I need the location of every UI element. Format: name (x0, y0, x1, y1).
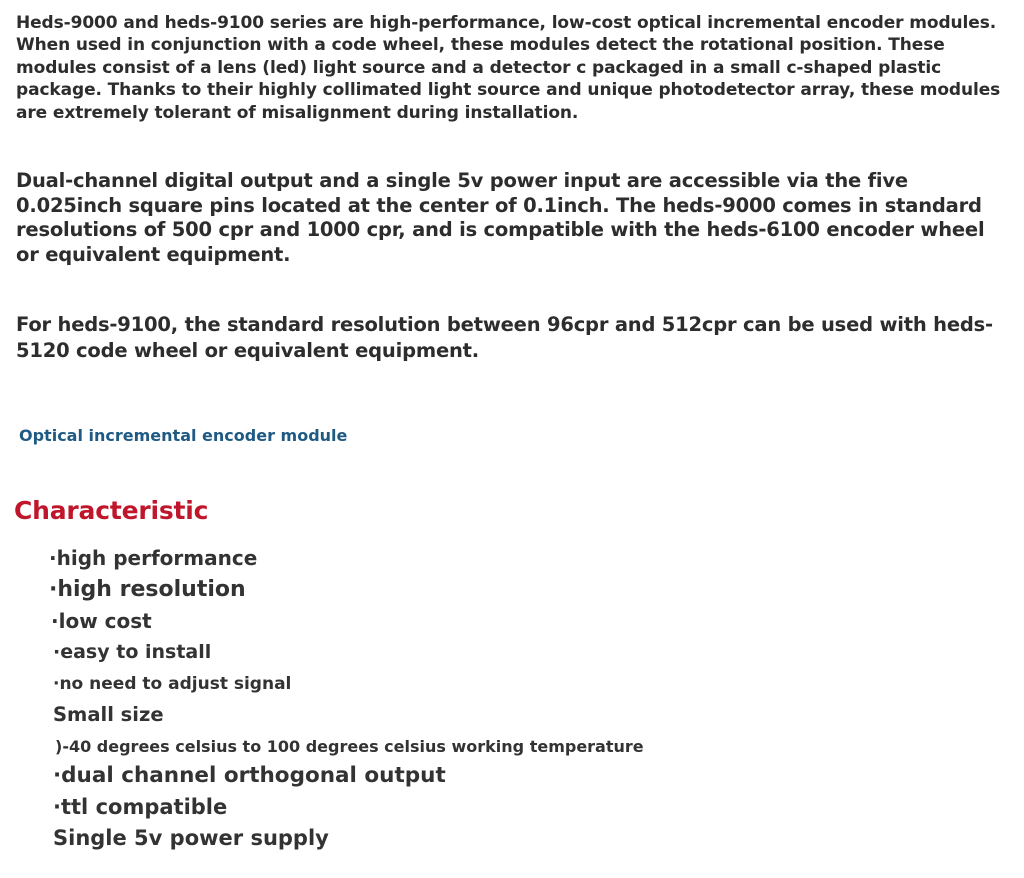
feature-item: Single 5v power supply (53, 826, 329, 850)
feature-item: Small size (53, 703, 164, 726)
feature-item: ·no need to adjust signal (53, 674, 292, 694)
feature-item: ·dual channel orthogonal output (53, 763, 446, 788)
intro-paragraph-1: Heds-9000 and heds-9100 series are high-performance, low-cost optical incremental encoder modules. When used in conjunction with a code wheel, these modules detect the rotational position. These modules consist of a lens (led) light source and a detector c packaged in a small c-shaped plastic package. Thanks to their highly collimated light source and unique photodetector array, these modules are extremely tolerant of misalignment during installation. (16, 13, 1001, 123)
feature-item: )-40 degrees celsius to 100 degrees celsius working temperature (55, 737, 644, 756)
product-subtitle: Optical incremental encoder module (19, 426, 348, 445)
feature-item: ·high resolution (49, 577, 246, 602)
feature-item: ·low cost (51, 609, 152, 633)
intro-paragraph-2: Dual-channel digital output and a single 5v power input are accessible via the five 0.025inch square pins located at the center of 0.1inch. The heds-9000 comes in standard resolutions of 500 cpr and 1000 cpr, and is compatible with the heds-6100 encoder wheel or equivalent equipment. (16, 169, 985, 266)
feature-item: ·easy to install (53, 641, 212, 663)
feature-item: ·ttl compatible (53, 795, 228, 819)
intro-paragraph-3: For heds-9100, the standard resolution between 96cpr and 512cpr can be used with heds-5120 code wheel or equivalent equipment. (16, 313, 993, 362)
characteristic-heading: Characteristic (14, 496, 209, 525)
feature-item: ·high performance (49, 546, 258, 570)
